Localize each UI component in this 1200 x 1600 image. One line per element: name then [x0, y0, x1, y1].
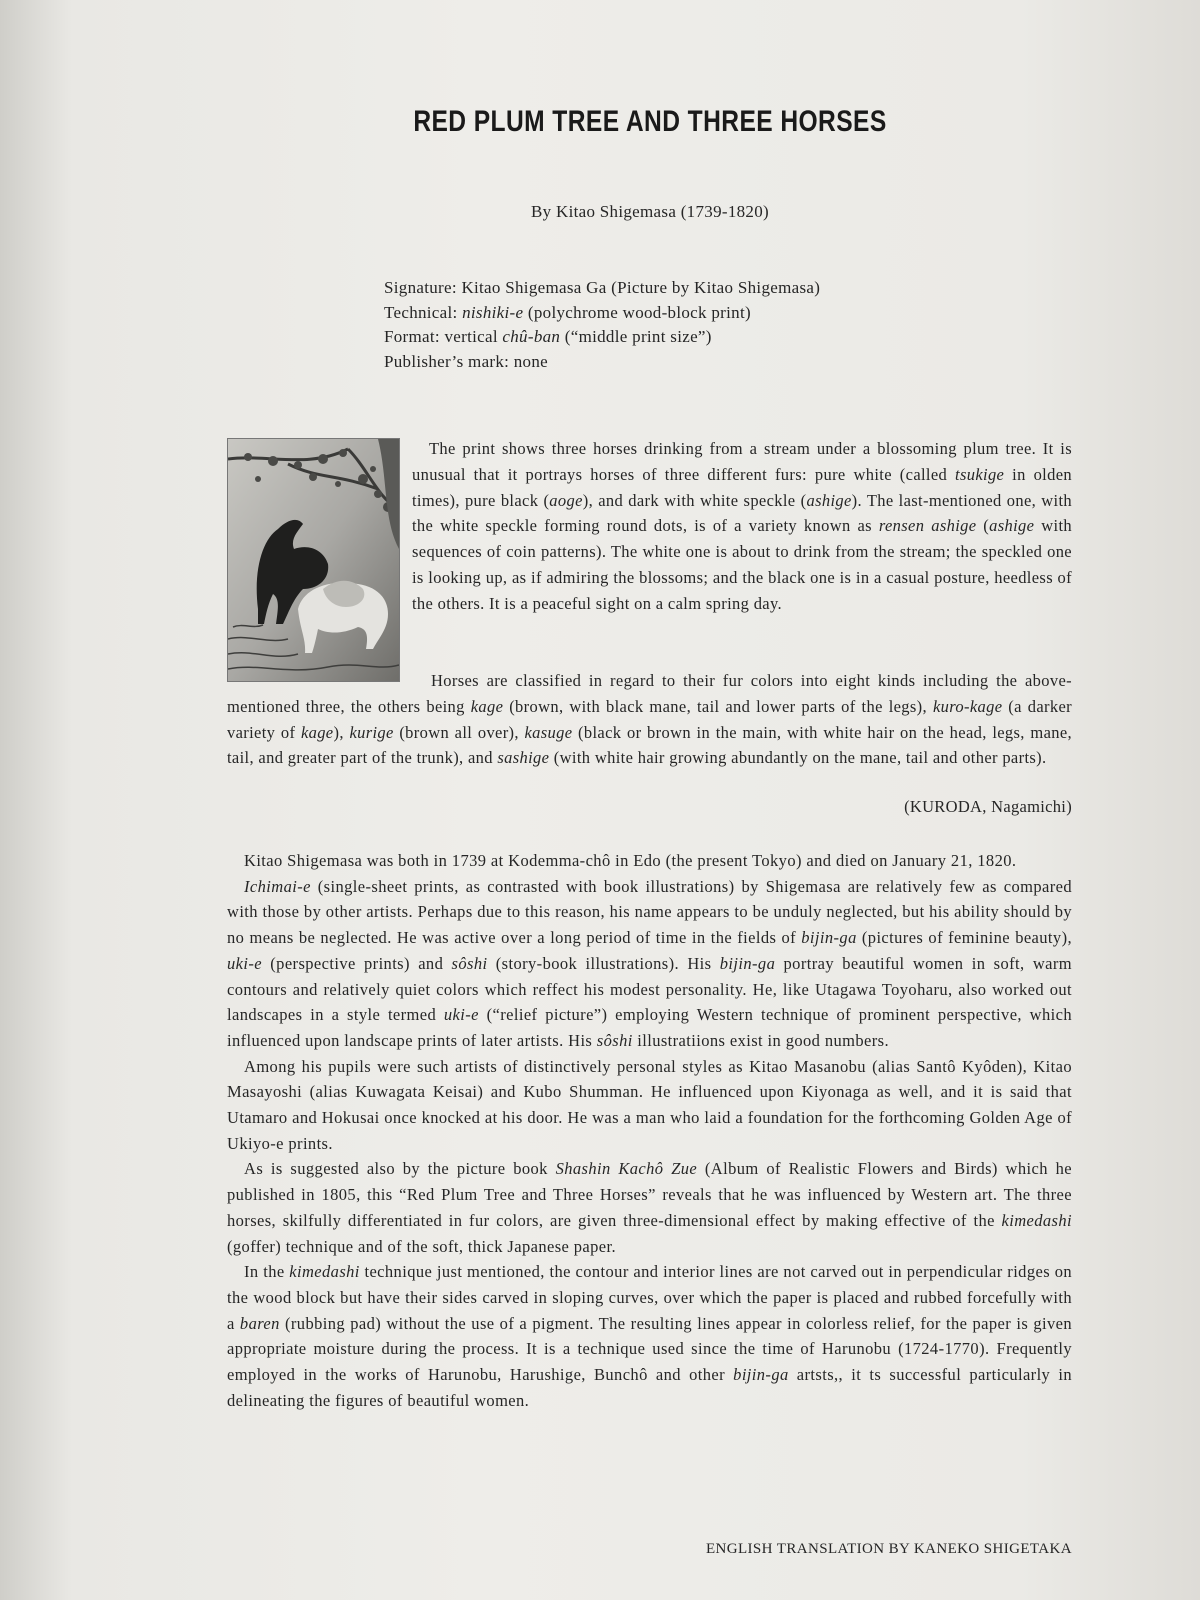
italic-term: bijin-ga: [719, 953, 776, 973]
biography-paragraph: [227, 1156, 1072, 1259]
text-run: technique just mentioned, the contour and interior lines are not carved out in perpendicular ridges on the wood block but have their sides carved in sloping curves, over which the paper is placed and rubbed forcefully with a: [227, 1262, 1073, 1333]
text-run: As is suggested also by the picture book: [244, 1159, 556, 1179]
text-run: (a darker variety of: [227, 696, 1072, 742]
text-run: (with white hair growing abundantly on the mane, tail and other parts).: [549, 748, 1047, 768]
italic-term: sôshi: [451, 953, 488, 973]
italic-term: bijin-ga: [801, 928, 857, 948]
biography-paragraph: [227, 1259, 1072, 1413]
text-run: (rubbing pad) without the use of a pigment. The resulting lines appear in colorless relief, for the paper is given appropriate moisture during the process. It is a technique used since the time of Harunobu (1724-1770). Frequently employed in the works of Harunobu, Harushige, Bunchô and other: [227, 1313, 1072, 1385]
biography-section: [227, 848, 1072, 1413]
translation-credit: ENGLISH TRANSLATION BY KANEKO SHIGETAKA: [705, 1541, 1072, 1557]
text-run: ),: [333, 722, 350, 742]
italic-term: kage: [470, 696, 504, 716]
signature-line: Signature: Kitao Shigemasa Ga (Picture by Kitao Shigemasa): [384, 278, 821, 297]
biography-paragraph: [227, 874, 1072, 1054]
text-run: (Album of Realistic Flowers and Birds) which he published in 1805, this “Red Plum Tree and Three Horses” reveals that he was influenced by Western art. The three horses, skilfully differentiated in fur colors, are given three-dimensional effect by making effective of the: [227, 1159, 1072, 1230]
description-paragraph-1: [412, 436, 1072, 617]
text-run: (perspective prints) and: [261, 953, 452, 973]
description-text-1: [412, 439, 1072, 613]
text-run: The print shows three horses drinking from a stream under a blossoming plum tree. It is unusual that it portrays horses of three different furs: pure white (called: [412, 439, 1072, 484]
text-run: (: [976, 516, 990, 536]
text-run: ), and dark with white speckle (: [582, 490, 807, 510]
italic-term: kurige: [349, 722, 394, 742]
print-metadata: [384, 276, 820, 374]
italic-term: baren: [239, 1313, 280, 1333]
text-run: (pictures of feminine beauty),: [856, 928, 1072, 948]
italic-term: kimedashi: [289, 1262, 360, 1282]
page-title: RED PLUM TREE AND THREE HORSES: [413, 105, 887, 138]
description-credit: (KURODA, Nagamichi): [904, 797, 1072, 816]
text-run: Horses are classified in regard to their fur colors into eight kinds including the above-mentioned three, the others being: [227, 671, 1072, 716]
italic-term: uki-e: [227, 953, 262, 973]
publisher-line: Publisher’s mark: none: [384, 351, 548, 371]
technical-line: Technical: nishiki-e (polychrome wood-block print): [384, 302, 751, 322]
text-run: portray beautiful women in soft, warm contours and relatively quiet colors which reffect his modest personality. He, like Utagawa Toyoharu, also worked out landscapes in a style termed: [227, 953, 1072, 1025]
text-run: Kitao Shigemasa was both in 1739 at Kodemma-chô in Edo (the present Tokyo) and died on January 21, 1820.: [244, 851, 1017, 870]
italic-term: kimedashi: [1001, 1210, 1072, 1230]
italic-term: tsukige: [955, 464, 1005, 484]
description-text-2: [227, 671, 1072, 767]
text-run: in olden times), pure black (: [412, 464, 1072, 510]
horses-print-illustration: [228, 439, 399, 681]
italic-term: kasuge: [524, 722, 573, 742]
italic-term: Shashin Kachô Zue: [555, 1159, 698, 1179]
italic-term: kage: [300, 722, 334, 742]
italic-term: uki-e: [443, 1005, 479, 1025]
text-run: (brown, with black mane, tail and lower parts of the legs),: [503, 696, 933, 716]
text-run: (brown all over),: [393, 722, 525, 742]
italic-term: aoge: [549, 490, 583, 510]
text-run: with sequences of coin patterns). The white one is about to drink from the stream; the speckled one is looking up, as if admiring the blossoms; and the black one is in a casual posture, heedless of the others. It is a peaceful sight on a calm spring day.: [412, 516, 1072, 613]
italic-term: sôshi: [596, 1030, 633, 1050]
italic-term: rensen ashige: [878, 516, 977, 536]
text-run: ). The last-mentioned one, with the white speckle forming round dots, is of a variety known as: [412, 490, 1072, 536]
text-run: illustratiions exist in good numbers.: [632, 1030, 889, 1050]
description-paragraph-2: [227, 668, 1072, 771]
italic-term: sashige: [497, 748, 550, 768]
italic-term: ashige: [806, 490, 852, 510]
text-run: (story-book illustrations). His: [487, 953, 720, 973]
text-run: Among his pupils were such artists of distinctively personal styles as Kitao Masanobu (alias Santô Kyôden), Kitao Masayoshi (alias Kuwagata Keisai) and Kubo Shumman. He influenced upon Kiyonaga as well, and it is said that Utamaro and Hokusai once knocked at his door. He was a man who laid a foundation for the forthcoming Golden Age of Ukiyo-e prints.: [227, 1056, 1072, 1153]
text-run: (single-sheet prints, as contrasted with book illustrations) by Shigemasa are relatively few as compared with those by other artists. Perhaps due to this reason, his name appears to be unduly neglected, but his ability should by no means be neglected. He was active over a long period of time in the fields of: [227, 876, 1072, 948]
text-run: (“relief picture”) employing Western technique of prominent perspective, which influenced upon landscape prints of later artists. His: [227, 1005, 1073, 1050]
biography-paragraph: [227, 1054, 1072, 1157]
print-thumbnail-image: [227, 438, 400, 682]
text-run: artsts,, it ts successful particularly in delineating the figures of beautiful women.: [227, 1365, 1073, 1410]
italic-term: ashige: [989, 516, 1035, 536]
format-line: Format: vertical chû-ban (“middle print size”): [384, 327, 712, 346]
biography-paragraph: [227, 848, 1072, 874]
italic-term: kuro-kage: [932, 696, 1003, 716]
text-run: (goffer) technique and of the soft, thick Japanese paper.: [227, 1236, 617, 1256]
italic-term: Ichimai-e: [244, 876, 311, 896]
author-byline: By Kitao Shigemasa (1739-1820): [531, 202, 769, 221]
italic-term: bijin-ga: [733, 1365, 789, 1385]
text-run: In the: [244, 1262, 290, 1282]
text-run: (black or brown in the main, with white hair on the head, legs, mane, tail, and greater part of the trunk), and: [227, 722, 1072, 768]
